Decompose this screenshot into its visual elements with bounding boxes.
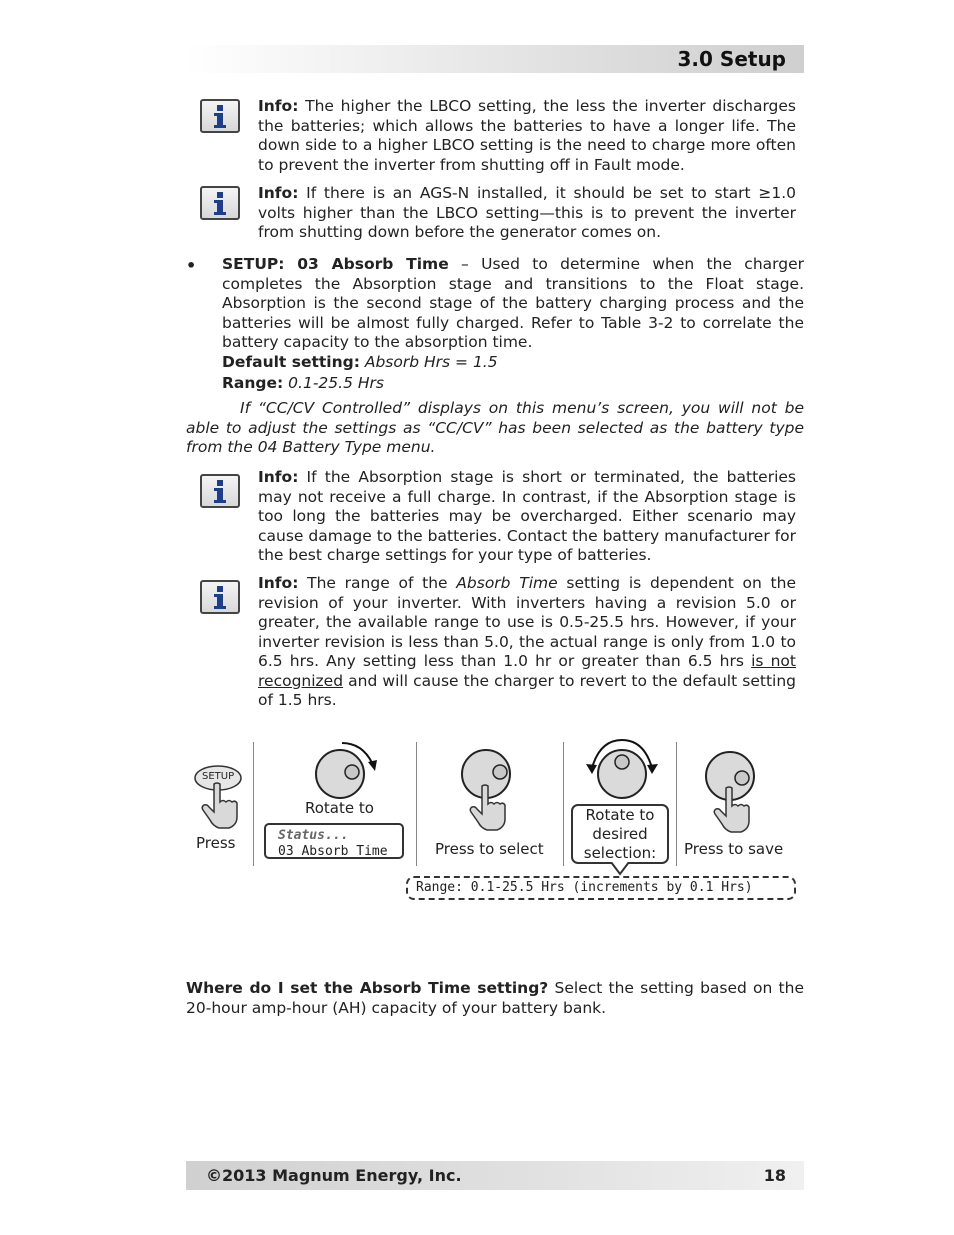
press-to-save-label: Press to save (684, 840, 784, 858)
rotate-arrow-icon (584, 738, 664, 802)
bubble-line: Rotate to (585, 806, 655, 824)
info-block-ags (200, 184, 800, 244)
info-icon (200, 99, 240, 133)
question-body: Select the setting based on the 20-hour amp-hour (AH) capacity of your battery bank. (186, 979, 804, 1017)
footer-bar (186, 1161, 804, 1190)
info-italic: Absorb Time (456, 574, 558, 592)
bubble-line: desired (592, 825, 648, 843)
bullet-symbol: • (186, 256, 197, 275)
info-text (258, 468, 796, 566)
info-icon (200, 474, 240, 508)
divider (676, 742, 677, 866)
default-setting (222, 353, 498, 371)
info-label: Info: (258, 97, 299, 115)
question-heading: Where do I set the Absorb Time setting? (186, 979, 549, 997)
absorb-time-question (186, 979, 804, 1018)
info-text (258, 574, 796, 711)
knob-save-icon (700, 750, 770, 842)
selection-bubble (571, 804, 669, 864)
default-value: Absorb Hrs = 1.5 (359, 353, 498, 371)
setup-button-label: SETUP (202, 771, 235, 782)
pointing-hand-icon (200, 782, 240, 830)
copyright: ©2013 Magnum Energy, Inc. (206, 1166, 462, 1185)
lcd-menu: 03 Absorb Time (278, 844, 388, 859)
bubble-line: selection: (583, 844, 657, 862)
info-label: Info: (258, 184, 299, 202)
range-label: Range: (222, 374, 284, 392)
info-block-lbco (200, 97, 800, 177)
bullet-text (222, 255, 804, 353)
info-block-range (200, 574, 800, 714)
info-icon (200, 186, 240, 220)
page-title: 3.0 Setup (677, 47, 786, 71)
info-icon (200, 580, 240, 614)
knob-icon (310, 740, 380, 804)
knob-press-icon (456, 748, 526, 840)
info-text (258, 97, 796, 175)
bullet-heading: SETUP: 03 Absorb Time (222, 255, 449, 273)
info-body: The higher the LBCO setting, the less the inverter discharges the batteries; which allows the batteries to have a longer life. The down side to a higher LBCO setting is the need to charge more often to prevent the inverter from shutting off in Fault mode. (258, 97, 796, 174)
range-box: Range: 0.1-25.5 Hrs (increments by 0.1 Hrs) (406, 876, 796, 900)
divider (416, 742, 417, 866)
divider (253, 742, 254, 866)
press-label: Press (196, 834, 236, 852)
lcd-display (264, 823, 404, 859)
setup-procedure-diagram (186, 738, 806, 908)
info-body: If there is an AGS-N installed, it should be set to start ≥1.0 volts higher than the LBCO setting—this is to prevent the inverter from shutting down before the generator comes on. (258, 184, 796, 241)
default-label: Default setting: (222, 353, 360, 371)
header-bar (186, 45, 804, 73)
bubble-pointer (610, 862, 630, 876)
lcd-status: Status... (278, 828, 349, 843)
page-number: 18 (763, 1166, 786, 1185)
bullet-body: – Used to determine when the charger completes the Absorption stage and transitions to the Float stage. Absorption is the second stage of the battery charging process and the batteries will be almost fully charged. Refer to Table 3-2 to correlate the battery capacity to the absorption time. (222, 255, 804, 351)
range-value: 0.1-25.5 Hrs (283, 374, 384, 392)
info-body: setting is dependent on the revision of your inverter. With inverters having a revision 5.0 or greater, the available range to use is 0.5-25.5 hrs. However, if your inverter revision is less than 5.0, the actual range is only from 1.0 to 6.5 hrs. Any setting less than 1.0 hr or greater than 6.5 hrs (258, 574, 796, 670)
rotate-to-label: Rotate to (305, 799, 374, 817)
info-body: The range of the (298, 574, 457, 592)
divider (563, 742, 564, 866)
range-setting (222, 374, 384, 392)
info-text (258, 184, 796, 243)
cc-cv-note (186, 399, 804, 458)
press-to-select-label: Press to select (435, 840, 544, 858)
info-underlined: is not recognized (258, 652, 796, 690)
info-body: If the Absorption stage is short or terminated, the batteries may not receive a full charge. In contrast, if the Absorption stage is too long the batteries may be overcharged. Either scenario may cause damage to the batteries. Contact the battery manufacturer for the best charge settings for your type of batteries. (258, 468, 796, 564)
note-text: If “CC/CV Controlled” displays on this menu’s screen, you will not be able to adjust the settings as “CC/CV” has been selected as the battery type from the 04 Battery Type menu. (186, 399, 804, 456)
info-label: Info: (258, 468, 299, 486)
info-block-absorption (200, 468, 800, 568)
info-label: Info: (258, 574, 299, 592)
info-body: and will cause the charger to revert to the default setting of 1.5 hrs. (258, 671, 796, 709)
